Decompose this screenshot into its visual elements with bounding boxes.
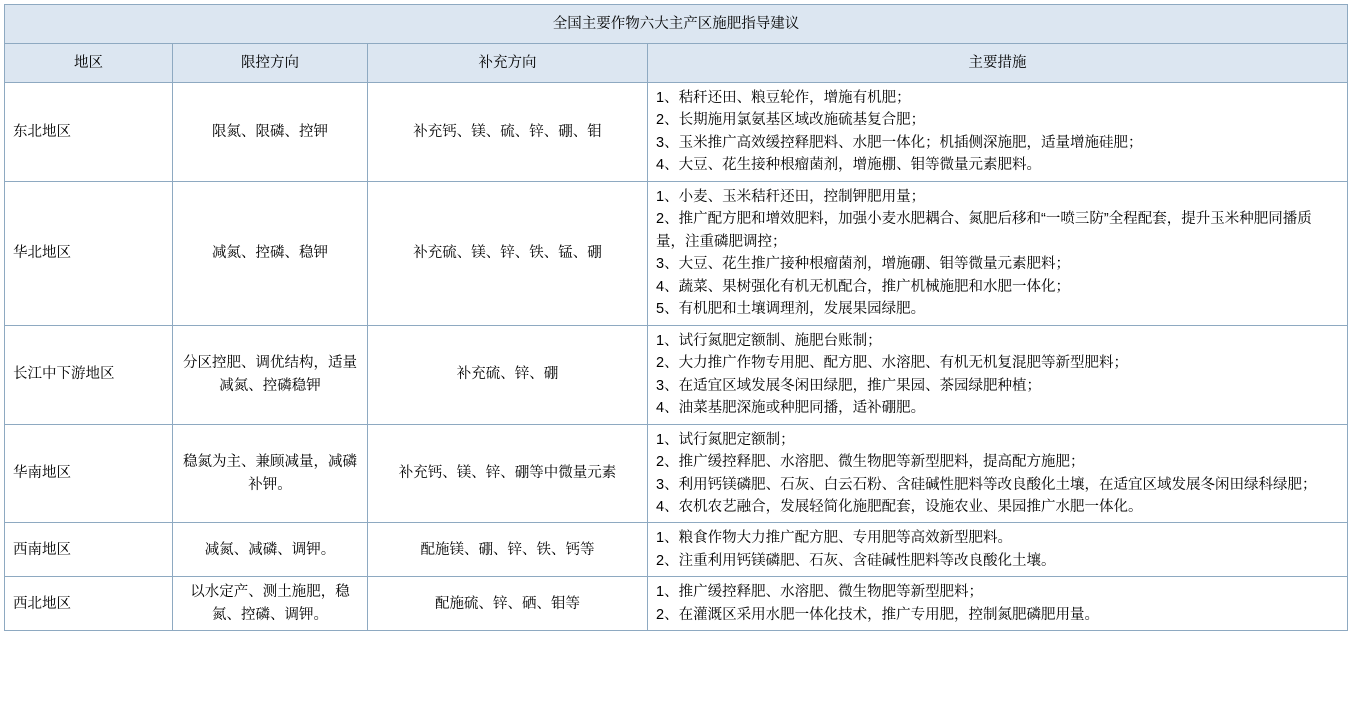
cell-measures xyxy=(648,424,1348,523)
measure-line: 4、油菜基肥深施或种肥同播，适补硼肥。 xyxy=(656,400,926,417)
measure-line: 2、在灌溉区采用水肥一体化技术，推广专用肥，控制氮肥磷肥用量。 xyxy=(656,606,1100,623)
measure-line: 3、玉米推广高效缓控释肥料、水肥一体化；机插侧深施肥，适量增施硅肥； xyxy=(656,134,1143,151)
cell-supplement: 补充钙、镁、锌、硼等中微量元素 xyxy=(368,424,648,523)
cell-limit: 减氮、控磷、稳钾 xyxy=(173,181,368,325)
table-row xyxy=(5,523,1348,577)
table-row xyxy=(5,577,1348,631)
measure-line: 4、大豆、花生接种根瘤菌剂，增施棚、钼等微量元素肥料。 xyxy=(656,157,1042,174)
cell-supplement: 配施硫、锌、硒、钼等 xyxy=(368,577,648,631)
fertilizer-guidance-table xyxy=(4,4,1348,631)
measure-line: 2、长期施用氯氨基区域改施硫基复合肥； xyxy=(656,112,926,129)
measure-line: 4、农机农艺融合，发展轻简化施肥配套，设施农业、果园推广水肥一体化。 xyxy=(656,498,1143,515)
cell-measures xyxy=(648,83,1348,182)
cell-measures xyxy=(648,181,1348,325)
measure-line: 1、小麦、玉米秸秆还田，控制钾肥用量； xyxy=(656,188,926,205)
cell-limit: 以水定产、测土施肥，稳氮、控磷、调钾。 xyxy=(173,577,368,631)
cell-limit: 限氮、限磷、控钾 xyxy=(173,83,368,182)
column-header-measures: 主要措施 xyxy=(648,44,1348,83)
table-header-row xyxy=(5,44,1348,83)
table-row xyxy=(5,424,1348,523)
cell-region: 东北地区 xyxy=(5,83,173,182)
table-title-row xyxy=(5,5,1348,44)
cell-measures xyxy=(648,523,1348,577)
measure-line: 1、秸秆还田、粮豆轮作，增施有机肥； xyxy=(656,90,911,106)
column-header-region: 地区 xyxy=(5,44,173,83)
measure-line: 3、利用钙镁磷肥、石灰、白云石粉、含硅碱性肥料等改良酸化土壤，在适宜区域发展冬闲田绿科绿肥； xyxy=(656,476,1317,493)
cell-supplement: 补充钙、镁、硫、锌、硼、钼 xyxy=(368,83,648,182)
cell-supplement: 补充硫、锌、硼 xyxy=(368,325,648,424)
cell-supplement: 补充硫、镁、锌、铁、锰、硼 xyxy=(368,181,648,325)
cell-region: 西北地区 xyxy=(5,577,173,631)
measure-line: 2、注重利用钙镁磷肥、石灰、含硅碱性肥料等改良酸化土壤。 xyxy=(656,552,1056,569)
measure-line: 4、蔬菜、果树强化有机无机配合，推广机械施肥和水肥一体化； xyxy=(656,278,1071,295)
column-header-limit: 限控方向 xyxy=(173,44,368,83)
measure-line: 5、有机肥和土壤调理剂，发展果园绿肥。 xyxy=(656,301,926,318)
measure-line: 2、推广缓控释肥、水溶肥、微生物肥等新型肥料，提高配方施肥； xyxy=(656,454,1085,471)
cell-measures xyxy=(648,577,1348,631)
measure-line: 3、在适宜区域发展冬闲田绿肥，推广果园、茶园绿肥种植； xyxy=(656,377,1042,394)
measure-line: 1、粮食作物大力推广配方肥、专用肥等高效新型肥料。 xyxy=(656,530,1013,547)
cell-region: 长江中下游地区 xyxy=(5,325,173,424)
cell-limit: 减氮、减磷、调钾。 xyxy=(173,523,368,577)
table-row xyxy=(5,181,1348,325)
cell-limit: 稳氮为主、兼顾减量，减磷补钾。 xyxy=(173,424,368,523)
measure-line: 1、试行氮肥定额制； xyxy=(656,431,795,448)
measure-line: 1、推广缓控释肥、水溶肥、微生物肥等新型肥料； xyxy=(656,584,984,601)
cell-supplement: 配施镁、硼、锌、铁、钙等 xyxy=(368,523,648,577)
cell-measures xyxy=(648,325,1348,424)
measure-line: 3、大豆、花生推广接种根瘤菌剂，增施硼、钼等微量元素肥料； xyxy=(656,256,1071,273)
table-row xyxy=(5,83,1348,182)
cell-region: 华南地区 xyxy=(5,424,173,523)
page-title: 全国主要作物六大主产区施肥指导建议 xyxy=(5,5,1348,44)
table-body xyxy=(5,5,1348,631)
table-row xyxy=(5,325,1348,424)
measure-line: 1、试行氮肥定额制、施肥台账制； xyxy=(656,332,882,349)
measure-line: 2、推广配方肥和增效肥料，加强小麦水肥耦合、氮肥后移和“一喷三防”全程配套，提升玉米种肥同播质量，注重磷肥调控； xyxy=(656,211,1312,250)
cell-region: 华北地区 xyxy=(5,181,173,325)
cell-limit: 分区控肥、调优结构，适量减氮、控磷稳钾 xyxy=(173,325,368,424)
measure-line: 2、大力推广作物专用肥、配方肥、水溶肥、有机无机复混肥等新型肥料； xyxy=(656,355,1129,372)
column-header-supplement: 补充方向 xyxy=(368,44,648,83)
cell-region: 西南地区 xyxy=(5,523,173,577)
